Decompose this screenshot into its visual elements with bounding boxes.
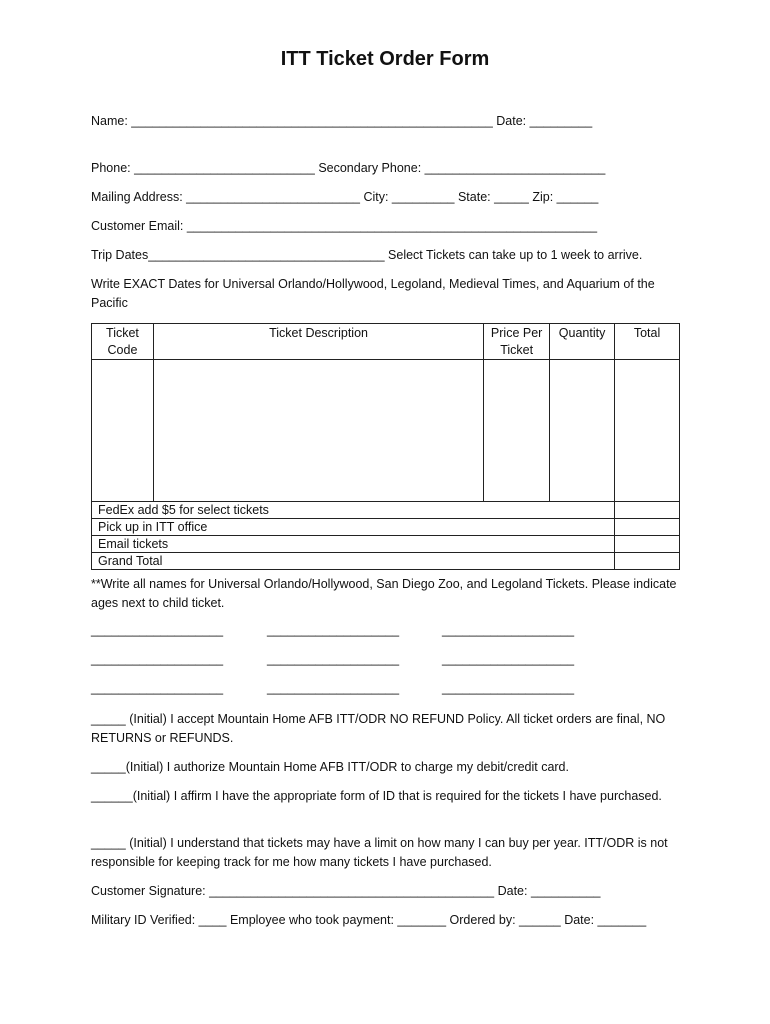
header-ticket-code: Ticket Code bbox=[92, 324, 154, 360]
pickup-label: Pick up in ITT office bbox=[92, 519, 615, 536]
grand-total-label: Grand Total bbox=[92, 553, 615, 570]
ticket-code-cell[interactable] bbox=[92, 360, 154, 502]
exact-dates-note: Write EXACT Dates for Universal Orlando/Hollywood, Legoland, Medieval Times, and Aquarium of the Pacific bbox=[91, 277, 655, 310]
authorize-charge-policy[interactable]: _____(Initial) I authorize Mountain Home AFB ITT/ODR to charge my debit/credit card. bbox=[91, 760, 569, 774]
id-affirmation-policy[interactable]: ______(Initial) I affirm I have the appropriate form of ID that is required for the tickets I have purchased. bbox=[91, 789, 662, 803]
header-total: Total bbox=[615, 324, 680, 360]
table-row bbox=[92, 360, 680, 502]
fedex-label: FedEx add $5 for select tickets bbox=[92, 502, 615, 519]
ticket-limit-policy[interactable]: _____ (Initial) I understand that tickets may have a limit on how many I can buy per year. ITT/ODR is not responsible for keeping track for me how many tickets I have purchased. bbox=[91, 836, 668, 869]
name-blank[interactable]: ___________________ bbox=[91, 652, 224, 666]
grand-total-cell[interactable] bbox=[615, 553, 680, 570]
name-blank[interactable]: ___________________ bbox=[442, 623, 575, 637]
header-price-per-ticket: Price Per Ticket bbox=[484, 324, 550, 360]
name-blank[interactable]: ___________________ bbox=[442, 681, 575, 695]
header-quantity: Quantity bbox=[550, 324, 615, 360]
name-blank[interactable]: ___________________ bbox=[267, 623, 400, 637]
name-blank[interactable]: ___________________ bbox=[267, 681, 400, 695]
ticket-order-table bbox=[91, 323, 680, 570]
quantity-cell[interactable] bbox=[550, 360, 615, 502]
total-cell[interactable] bbox=[615, 360, 680, 502]
name-blank[interactable]: ___________________ bbox=[442, 652, 575, 666]
table-header-row bbox=[92, 324, 680, 360]
email-tickets-total-cell[interactable] bbox=[615, 536, 680, 553]
names-note: **Write all names for Universal Orlando/Hollywood, San Diego Zoo, and Legoland Tickets. Please indicate ages next to child ticket. bbox=[91, 577, 677, 610]
name-date-field[interactable]: Name: ____________________________________________________ Date: _________ bbox=[91, 114, 593, 128]
header-ticket-description: Ticket Description bbox=[153, 324, 483, 360]
table-row bbox=[92, 519, 680, 536]
table-row bbox=[92, 553, 680, 570]
form-title: ITT Ticket Order Form bbox=[280, 48, 490, 70]
fedex-total-cell[interactable] bbox=[615, 502, 680, 519]
name-blank[interactable]: ___________________ bbox=[267, 652, 400, 666]
customer-signature-field[interactable]: Customer Signature: _________________________________________ Date: __________ bbox=[91, 884, 601, 898]
email-tickets-label: Email tickets bbox=[92, 536, 615, 553]
name-blank[interactable]: ___________________ bbox=[91, 681, 224, 695]
name-blank[interactable]: ___________________ bbox=[91, 623, 224, 637]
table-row bbox=[92, 502, 680, 519]
customer-email-field[interactable]: Customer Email: ___________________________________________________________ bbox=[91, 219, 598, 233]
price-per-ticket-cell[interactable] bbox=[484, 360, 550, 502]
ticket-description-cell[interactable] bbox=[153, 360, 483, 502]
mailing-address-field[interactable]: Mailing Address: _________________________ City: _________ State: _____ Zip: ______ bbox=[91, 190, 599, 204]
table-row bbox=[92, 536, 680, 553]
pickup-total-cell[interactable] bbox=[615, 519, 680, 536]
phone-field[interactable]: Phone: __________________________ Secondary Phone: __________________________ bbox=[91, 161, 606, 175]
office-use-field[interactable]: Military ID Verified: ____ Employee who took payment: _______ Ordered by: ______ Date: _______ bbox=[91, 913, 647, 927]
trip-dates-field[interactable]: Trip Dates__________________________________ Select Tickets can take up to 1 week to arrive. bbox=[91, 248, 643, 262]
no-refund-policy[interactable]: _____ (Initial) I accept Mountain Home AFB ITT/ODR NO REFUND Policy. All ticket orders are final, NO RETURNS or REFUNDS. bbox=[91, 712, 666, 745]
